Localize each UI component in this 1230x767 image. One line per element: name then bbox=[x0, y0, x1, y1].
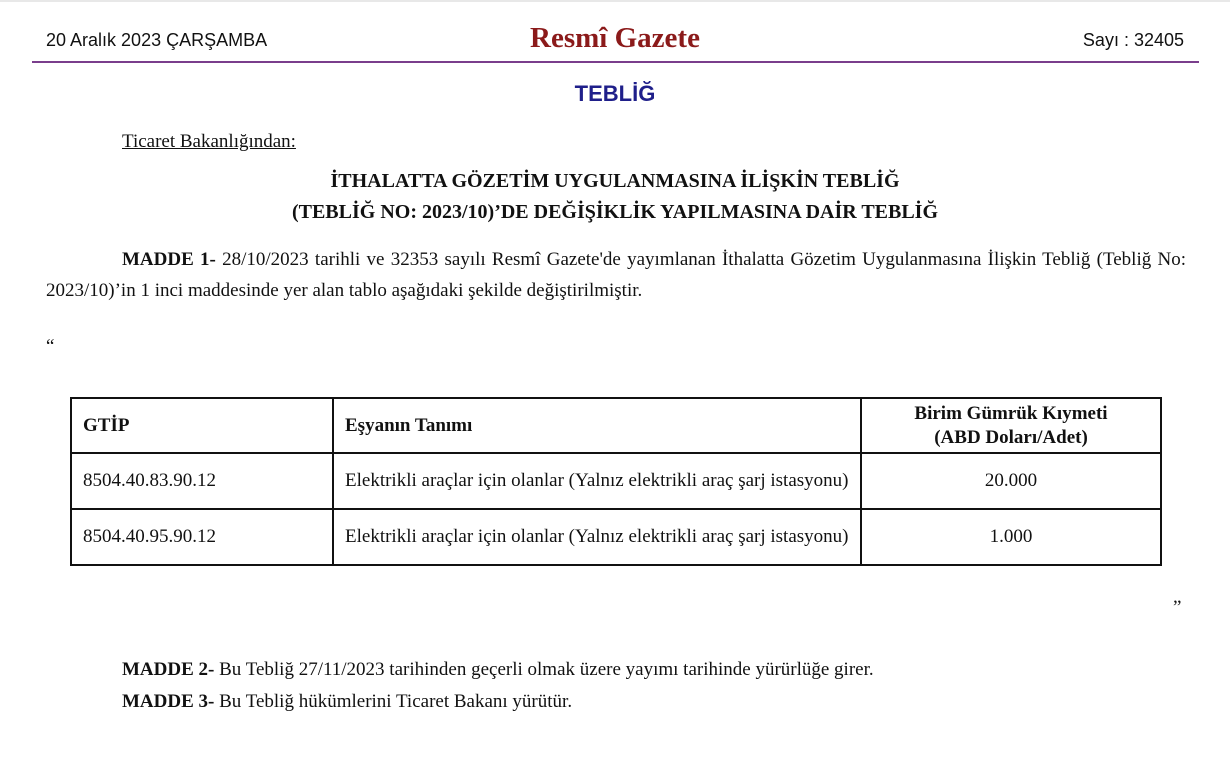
table-row bbox=[71, 509, 1161, 565]
header-gtip: GTİP bbox=[71, 398, 333, 453]
document-title-line-2: (TEBLİĞ NO: 2023/10)’DE DEĞİŞİKLİK YAPILMASINA DAİR TEBLİĞ bbox=[291, 201, 939, 223]
header-divider bbox=[32, 61, 1199, 63]
article-2-text: Bu Tebliğ 27/11/2023 tarihinden geçerli olmak üzere yayımı tarihinde yürürlüğe girer. bbox=[214, 659, 874, 680]
issue-number: Sayı : 32405 bbox=[1082, 30, 1184, 50]
issuing-ministry: Ticaret Bakanlığından: bbox=[122, 131, 296, 152]
customs-value-table bbox=[70, 397, 1162, 566]
cell-description: Elektrikli araçlar için olanlar (Yalnız elektrikli araç şarj istasyonu) bbox=[333, 453, 861, 509]
article-3 bbox=[122, 691, 572, 713]
closing-quote: ” bbox=[1173, 597, 1182, 618]
article-3-text: Bu Tebliğ hükümlerini Ticaret Bakanı yürütür. bbox=[214, 691, 573, 712]
table-header-row bbox=[71, 398, 1161, 453]
article-2-label: MADDE 2- bbox=[122, 659, 215, 680]
article-1-label: MADDE 1- bbox=[122, 249, 216, 270]
header-description: Eşyanın Tanımı bbox=[333, 398, 861, 453]
header-unit-value-line-1: Birim Gümrük Kıymeti bbox=[914, 402, 1108, 424]
cell-gtip: 8504.40.95.90.12 bbox=[71, 509, 333, 565]
cell-unit-value: 20.000 bbox=[861, 453, 1161, 509]
cell-gtip: 8504.40.83.90.12 bbox=[71, 453, 333, 509]
top-border bbox=[0, 0, 1230, 2]
section-heading: TEBLİĞ bbox=[574, 81, 656, 106]
article-1-text: 28/10/2023 tarihli ve 32353 sayılı Resmî Gazete'de yayımlanan İthalatta Gözetim Uygulanmasına İlişkin Tebliğ (Tebliğ No: 2023/10)’in 1 inci maddesinde yer alan tablo aşağıdaki şekilde değiştirilmiştir. bbox=[46, 249, 1186, 301]
header-unit-value bbox=[861, 398, 1161, 453]
cell-description: Elektrikli araçlar için olanlar (Yalnız elektrikli araç şarj istasyonu) bbox=[333, 509, 861, 565]
article-1 bbox=[46, 244, 1186, 306]
opening-quote: “ bbox=[46, 336, 55, 357]
gazette-title: Resmî Gazete bbox=[530, 22, 700, 54]
table-row bbox=[71, 453, 1161, 509]
cell-unit-value: 1.000 bbox=[861, 509, 1161, 565]
article-3-label: MADDE 3- bbox=[122, 691, 215, 712]
article-2 bbox=[122, 659, 874, 681]
header-unit-value-line-2: (ABD Doları/Adet) bbox=[934, 426, 1088, 448]
publication-date: 20 Aralık 2023 ÇARŞAMBA bbox=[46, 30, 268, 50]
document-title-line-1: İTHALATTA GÖZETİM UYGULANMASINA İLİŞKİN TEBLİĞ bbox=[330, 170, 900, 192]
